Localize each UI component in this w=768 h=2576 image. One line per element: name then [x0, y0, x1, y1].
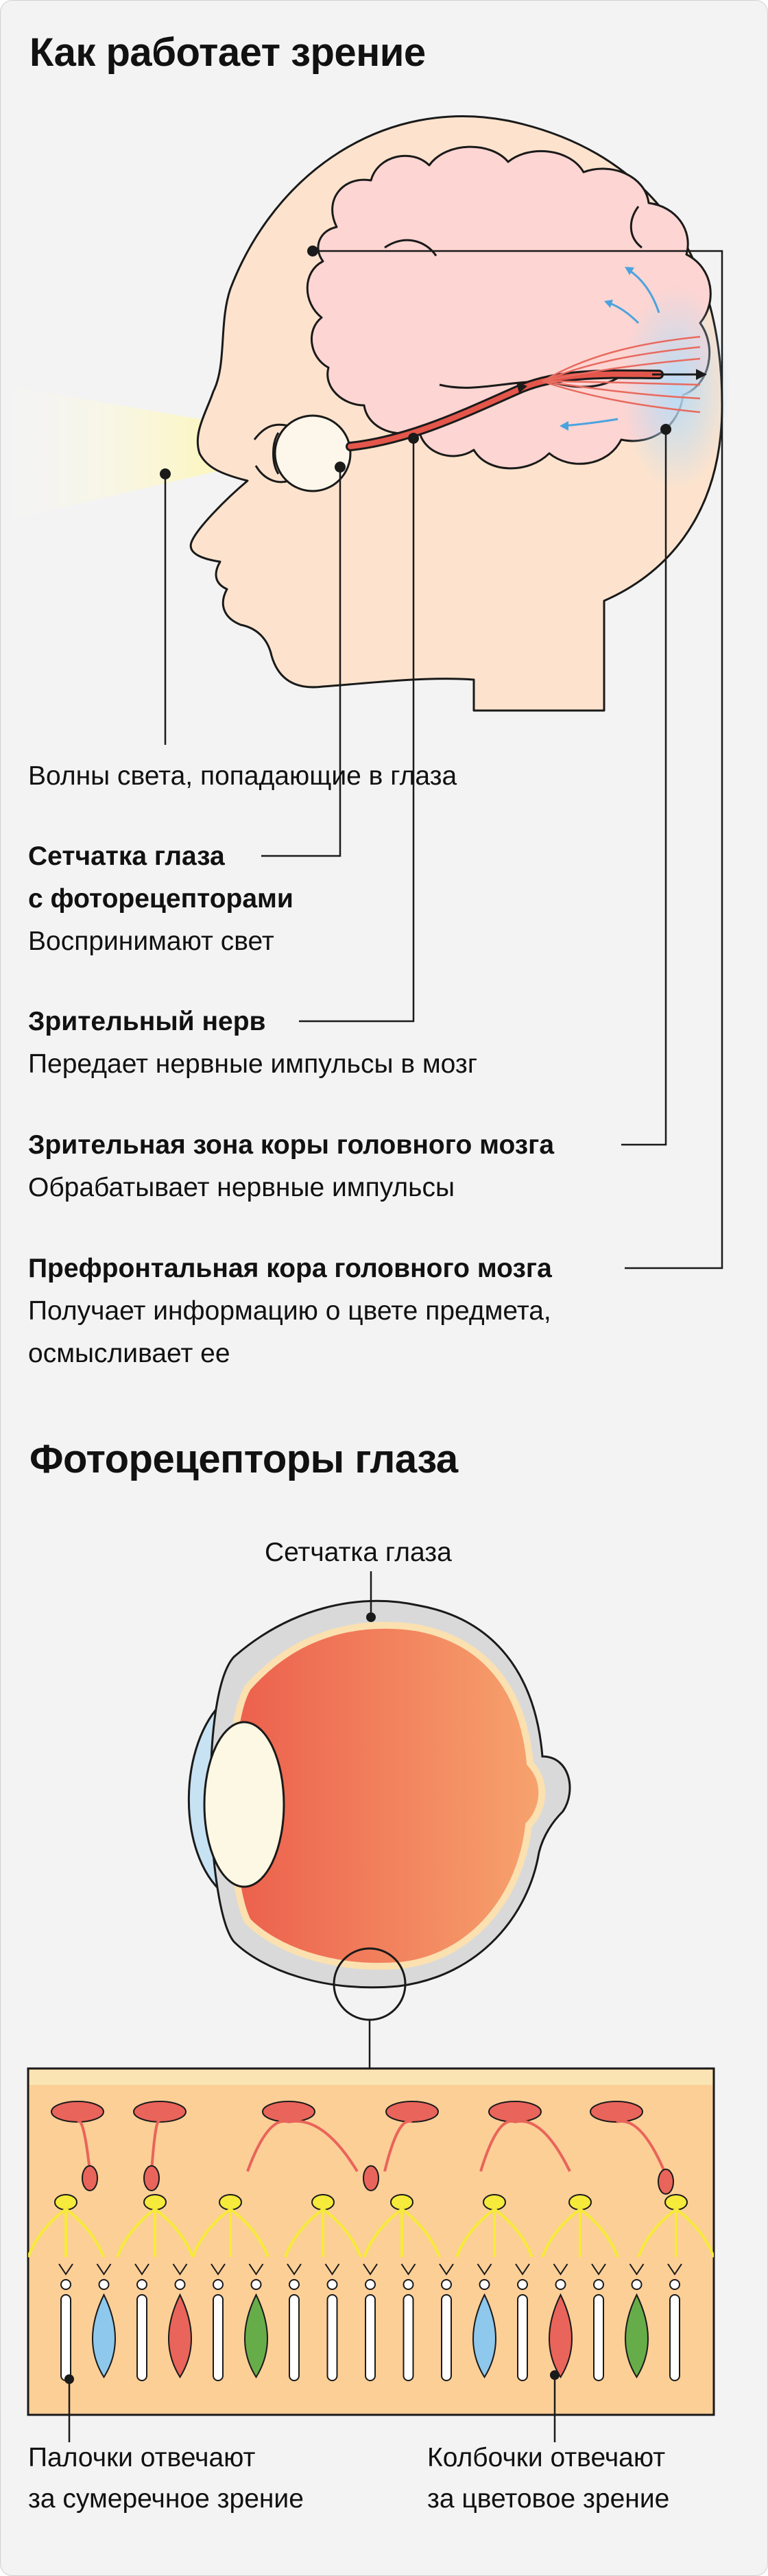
- bipolar-cell: [665, 2195, 687, 2210]
- visual-cortex-desc: Обрабатывает нервные импульсы: [28, 1173, 455, 1202]
- photoreceptor-nucleus: [289, 2280, 299, 2289]
- photoreceptor-nucleus: [99, 2280, 109, 2289]
- rod-cell: [594, 2295, 603, 2381]
- section2-title: Фоторецепторы глаза: [29, 1437, 458, 1481]
- rods-label-line1: Палочки отвечают: [28, 2443, 256, 2472]
- photoreceptor-nucleus: [404, 2280, 413, 2289]
- bipolar-cell: [312, 2195, 334, 2210]
- ganglion-cell: [386, 2101, 438, 2122]
- photoreceptor-nucleus: [328, 2280, 337, 2289]
- amacrine-cell: [658, 2169, 673, 2194]
- head-diagram: [1, 117, 731, 1268]
- bipolar-cell: [219, 2195, 241, 2210]
- ganglion-cell: [134, 2101, 186, 2122]
- rod-callout-dot: [64, 2374, 74, 2384]
- rod-cell: [442, 2295, 451, 2381]
- cones-label-line2: за цветовое зрение: [427, 2484, 670, 2514]
- cones-label-line1: Колбочки отвечают: [427, 2443, 666, 2472]
- retina-title-line2: с фоторецепторами: [28, 884, 293, 914]
- rod-cell: [518, 2295, 527, 2381]
- lens: [204, 1722, 284, 1887]
- prefrontal-desc-line2: осмысливает ее: [28, 1339, 230, 1368]
- retina-dot: [366, 1612, 376, 1622]
- rods-label-line2: за сумеречное зрение: [28, 2484, 304, 2514]
- photoreceptor-nucleus: [670, 2280, 680, 2289]
- photoreceptor-nucleus: [518, 2280, 527, 2289]
- retina-desc: Воспринимают свет: [28, 927, 274, 956]
- photoreceptor-nucleus: [61, 2280, 71, 2289]
- cone-callout-dot: [550, 2370, 560, 2380]
- photoreceptor-nucleus: [632, 2280, 642, 2289]
- rod-cell: [670, 2295, 680, 2381]
- rod-cell: [289, 2295, 299, 2381]
- bipolar-cell: [569, 2195, 591, 2210]
- amacrine-cell: [144, 2166, 159, 2191]
- visual-cortex-glow: [621, 285, 731, 491]
- eye-section-diagram: [189, 1571, 570, 2068]
- rod-cell: [328, 2295, 337, 2381]
- photoreceptor-nucleus: [556, 2280, 566, 2289]
- photoreceptor-nucleus: [442, 2280, 451, 2289]
- light-label: Волны света, попадающие в глаза: [28, 761, 457, 791]
- bipolar-cell: [483, 2195, 505, 2210]
- tissue-top-layer: [29, 2070, 712, 2085]
- section1-title: Как работает зрение: [29, 30, 426, 75]
- prefrontal-desc-line1: Получает информацию о цвете предмета,: [28, 1296, 551, 1326]
- photoreceptor-nucleus: [137, 2280, 147, 2289]
- optic-nerve-desc: Передает нервные импульсы в мозг: [28, 1049, 478, 1079]
- bipolar-cell: [144, 2195, 166, 2210]
- amacrine-cell: [363, 2166, 379, 2191]
- eyeball: [275, 416, 350, 491]
- optic-nerve-title: Зрительный нерв: [28, 1007, 266, 1036]
- ganglion-cell: [263, 2101, 315, 2122]
- retina-tissue: [28, 2068, 714, 2442]
- photoreceptor-nucleus: [480, 2280, 490, 2289]
- photoreceptor-nucleus: [252, 2280, 261, 2289]
- retina-title-line1: Сетчатка глаза: [28, 842, 225, 871]
- photoreceptor-nucleus: [365, 2280, 375, 2289]
- ganglion-cell: [51, 2101, 104, 2122]
- bipolar-cell: [391, 2195, 413, 2210]
- rod-cell: [137, 2295, 147, 2381]
- prefrontal-title: Префронтальная кора головного мозга: [28, 1254, 552, 1283]
- rod-cell: [404, 2295, 413, 2381]
- amacrine-cell: [82, 2166, 97, 2191]
- photoreceptor-nucleus: [176, 2280, 185, 2289]
- bipolar-cell: [55, 2195, 77, 2210]
- rod-cell: [213, 2295, 223, 2381]
- retina-label: Сетчатка глаза: [265, 1538, 452, 1567]
- ganglion-cell: [590, 2101, 643, 2122]
- photoreceptor-nucleus: [594, 2280, 603, 2289]
- rod-cell: [365, 2295, 375, 2381]
- visual-cortex-title: Зрительная зона коры головного мозга: [28, 1130, 555, 1160]
- photoreceptor-nucleus: [213, 2280, 223, 2289]
- rod-cell: [61, 2295, 71, 2381]
- ganglion-cell: [489, 2101, 541, 2122]
